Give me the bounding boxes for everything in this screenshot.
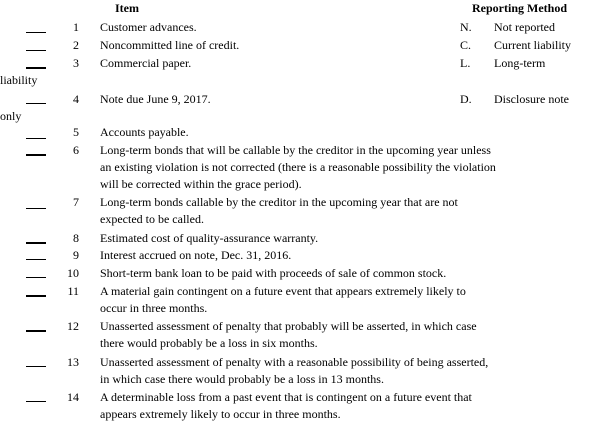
method-label-disclosure-note: Disclosure note: [494, 92, 569, 106]
item-7-line-2: expected to be called.: [100, 212, 204, 226]
item-number-13: 13: [67, 355, 79, 369]
item-12-line-1: Unasserted assessment of penalty that probably will be asserted, in which case: [100, 319, 477, 333]
item-4-line-1: Note due June 9, 2017.: [100, 92, 211, 106]
method-label-long-term: Long-term: [494, 56, 546, 70]
answer-blank-1[interactable]: [26, 32, 46, 33]
item-description-11: [100, 283, 600, 317]
method-code-c: C.: [460, 38, 472, 52]
item-number-6: 6: [73, 143, 79, 157]
item-number-3: 3: [73, 56, 79, 70]
item-description-3: [100, 55, 600, 72]
item-description-8: [100, 230, 600, 247]
answer-blank-7[interactable]: [26, 208, 46, 209]
item-11-line-2: occur in three months.: [100, 301, 208, 315]
answer-blank-5[interactable]: [26, 138, 46, 139]
item-12-line-2: there would probably be a loss in six months.: [100, 336, 318, 350]
item-7-line-1: Long-term bonds callable by the creditor in the upcoming year that are not: [100, 195, 458, 209]
item-13-line-2: in which case there would probably be a loss in 13 months.: [100, 372, 384, 386]
item-2-line-1: Noncommitted line of credit.: [100, 38, 240, 52]
answer-blank-6[interactable]: [26, 154, 46, 156]
item-description-10: [100, 265, 600, 282]
item-14-line-2: appears extremely likely to occur in three months.: [100, 407, 341, 421]
item-6-line-1: Long-term bonds that will be callable by the creditor in the upcoming year unless: [100, 143, 491, 157]
item-column-header: Item: [115, 1, 139, 15]
item-13-line-1: Unasserted assessment of penalty with a reasonable possibility of being asserted,: [100, 355, 489, 369]
answer-blank-3[interactable]: [26, 67, 46, 69]
item-10-line-1: Short-term bank loan to be paid with proceeds of sale of common stock.: [100, 266, 447, 280]
answer-blank-10[interactable]: [26, 277, 46, 278]
item-number-14: 14: [67, 390, 79, 404]
item-5-line-1: Accounts payable.: [100, 125, 189, 139]
method-code-d: D.: [460, 92, 472, 106]
answer-blank-4[interactable]: [26, 103, 46, 104]
item-description-14: [100, 389, 600, 423]
reporting-method-column-header: Reporting Method: [472, 1, 567, 15]
method-label-disclosure-note-continued: only: [0, 109, 22, 123]
answer-blank-8[interactable]: [26, 242, 46, 244]
item-number-10: 10: [67, 266, 79, 280]
method-label-not-reported: Not reported: [494, 20, 555, 34]
answer-blank-12[interactable]: [26, 330, 46, 332]
item-6-line-2: an existing violation is not corrected (there is a reasonable possibility the violation: [100, 160, 496, 174]
item-number-2: 2: [73, 38, 79, 52]
method-label-current-liability: Current liability: [494, 38, 571, 52]
answer-blank-9[interactable]: [26, 259, 46, 260]
item-number-5: 5: [73, 125, 79, 139]
item-11-line-1: A material gain contingent on a future event that appears extremely likely to: [100, 284, 466, 298]
item-9-line-1: Interest accrued on note, Dec. 31, 2016.: [100, 248, 292, 262]
item-3-line-1: Commercial paper.: [100, 56, 192, 70]
method-code-n: N.: [460, 20, 472, 34]
item-description-2: [100, 37, 600, 54]
item-number-11: 11: [67, 284, 79, 298]
answer-blank-13[interactable]: [26, 366, 46, 367]
answer-blank-2[interactable]: [26, 50, 46, 51]
item-number-4: 4: [73, 92, 79, 106]
item-description-12: [100, 318, 600, 352]
item-6-line-3: will be corrected within the grace period).: [100, 177, 302, 191]
method-label-long-term-continued: liability: [0, 73, 38, 87]
item-description-5: [100, 124, 600, 141]
item-8-line-1: Estimated cost of quality-assurance warranty.: [100, 231, 319, 245]
item-number-1: 1: [73, 20, 79, 34]
item-description-13: [100, 354, 600, 388]
item-description-6: [100, 142, 600, 193]
method-code-l: L.: [460, 56, 471, 70]
answer-blank-11[interactable]: [26, 295, 46, 297]
item-1-line-1: Customer advances.: [100, 20, 197, 34]
item-description-7: [100, 194, 600, 228]
item-description-1: [100, 19, 600, 36]
item-description-4: [100, 91, 600, 108]
answer-blank-14[interactable]: [26, 401, 46, 402]
item-number-9: 9: [73, 248, 79, 262]
item-number-7: 7: [73, 195, 79, 209]
item-number-8: 8: [73, 231, 79, 245]
item-14-line-1: A determinable loss from a past event that is contingent on a future event that: [100, 390, 472, 404]
item-description-9: [100, 247, 600, 264]
item-number-12: 12: [67, 319, 79, 333]
